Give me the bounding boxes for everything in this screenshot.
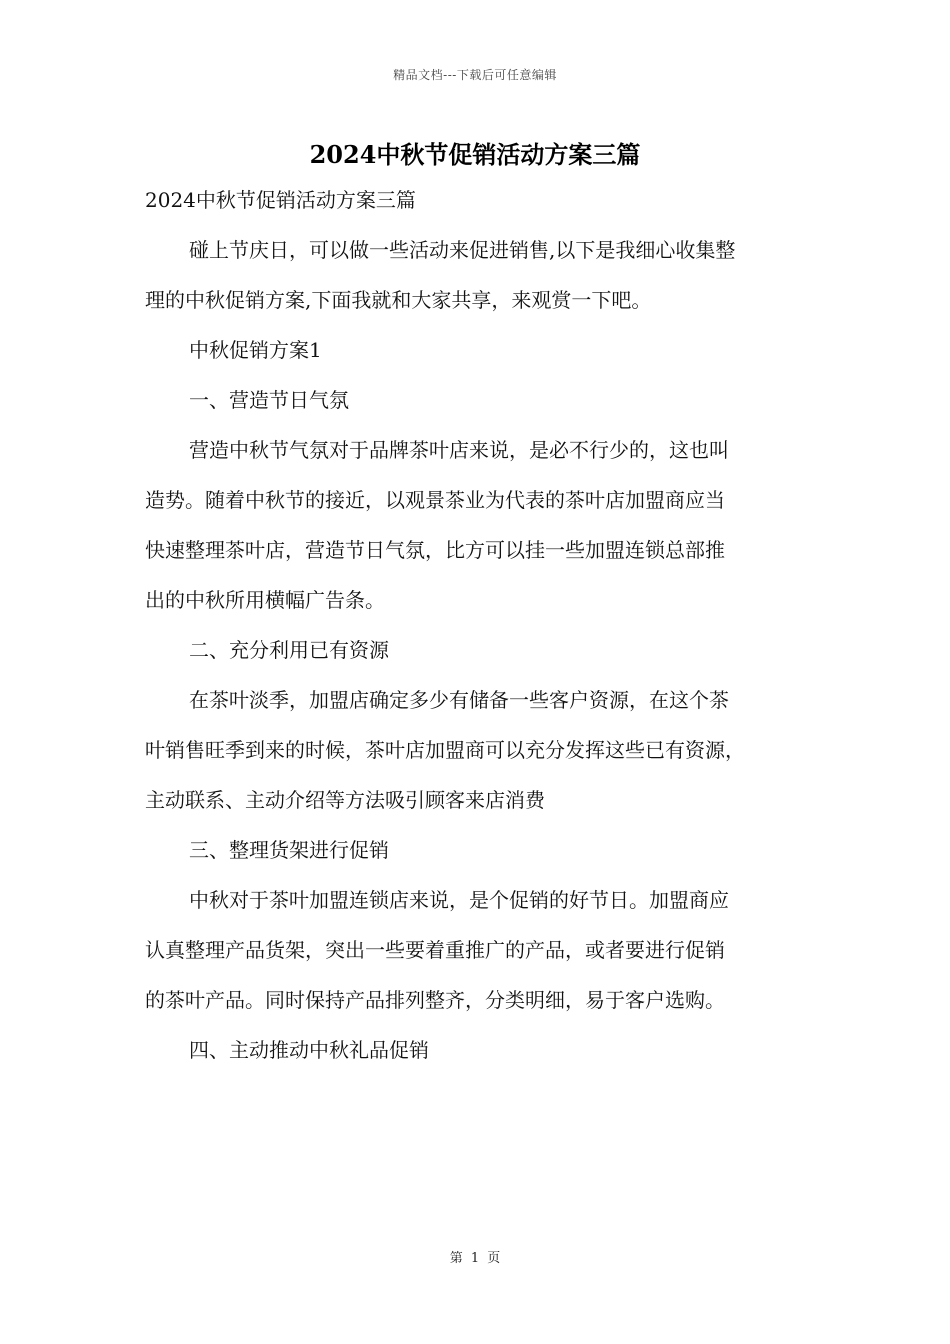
paragraph-line: 中秋对于茶叶加盟连锁店来说，是个促销的好节日。加盟商应	[189, 888, 729, 912]
paragraph-line: 认真整理产品货架，突出一些要着重推广的产品，或者要进行促销	[145, 938, 725, 962]
paragraph-line: 一、营造节日气氛	[189, 388, 349, 412]
paragraph-line: 快速整理茶叶店，营造节日气氛，比方可以挂一些加盟连锁总部推	[145, 538, 725, 562]
paragraph-line: 碰上节庆日，可以做一些活动来促进销售,以下是我细心收集整	[189, 238, 736, 262]
document-title: 2024中秋节促销活动方案三篇	[309, 140, 641, 169]
paragraph-line: 的茶叶产品。同时保持产品排列整齐，分类明细，易于客户选购。	[145, 988, 725, 1012]
paragraph-line: 理的中秋促销方案,下面我就和大家共享，来观赏一下吧。	[145, 288, 652, 312]
paragraph-line: 主动联系、主动介绍等方法吸引顾客来店消费	[145, 788, 545, 812]
paragraph-line: 三、整理货架进行促销	[189, 838, 389, 862]
page-number: 第 1 页	[449, 1251, 501, 1266]
paragraph-line: 四、主动推动中秋礼品促销	[189, 1038, 429, 1062]
header-note: 精品文档---下载后可任意编辑	[393, 68, 557, 82]
paragraph-line: 中秋促销方案1	[189, 338, 322, 362]
paragraph-line: 二、充分利用已有资源	[189, 638, 389, 662]
paragraph-line: 在茶叶淡季，加盟店确定多少有储备一些客户资源，在这个茶	[189, 688, 729, 712]
document-body	[145, 184, 825, 1084]
paragraph-line: 叶销售旺季到来的时候，茶叶店加盟商可以充分发挥这些已有资源，	[145, 738, 745, 762]
paragraph-line: 营造中秋节气氛对于品牌茶叶店来说，是必不行少的，这也叫	[189, 438, 729, 462]
paragraph-line: 出的中秋所用横幅广告条。	[145, 588, 385, 612]
paragraph-line: 2024中秋节促销活动方案三篇	[145, 188, 416, 212]
paragraph-line: 造势。随着中秋节的接近，以观景茶业为代表的茶叶店加盟商应当	[145, 488, 725, 512]
